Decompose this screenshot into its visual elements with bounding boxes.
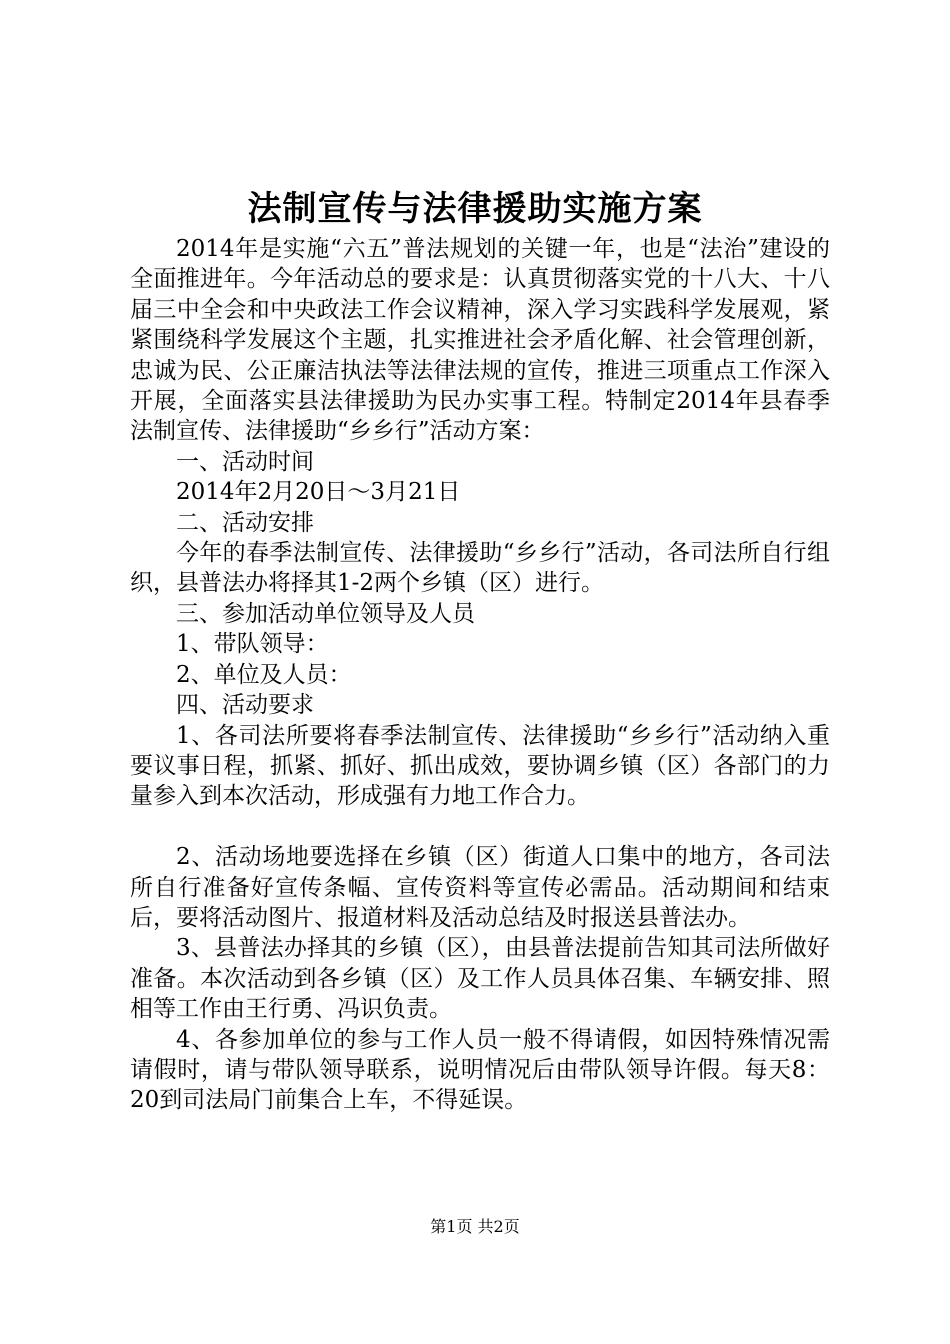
paragraph-activity-date: 2014年2月20日～3月21日 <box>176 479 461 506</box>
page-footer: 第1页 共2页 <box>430 1217 520 1236</box>
document-title: 法制宣传与法律援助实施方案 <box>247 189 703 229</box>
paragraph-intro: 2014年是实施“六五”普法规划的关键一年，也是“法治”建设的全面推进年。今年活动总的要求是：认真贯彻落实党的十八大、十八届三中全会和中央政法工作会议精神，深入学习实践科学发展观，紧紧围绕科学发展这个主题，扎实推进社会矛盾化解、社会管理创新，忠诚为民、公正廉洁执法等法律法规的宣传，推进三项重点工作深入开展，全面落实县法律援助为民办实事工程。特制定2014年县春季法制宣传、法律援助“乡乡行”活动方案： <box>130 236 830 445</box>
item-team-leader: 1、带队领导： <box>176 631 329 658</box>
paragraph-arrangement: 今年的春季法制宣传、法律援助“乡乡行”活动，各司法所自行组织，县普法办将择其1-2两个乡镇（区）进行。 <box>130 540 830 597</box>
heading-activity-time: 一、活动时间 <box>176 448 314 475</box>
document-body <box>130 234 830 1116</box>
requirement-4: 4、各参加单位的参与工作人员一般不得请假，如因特殊情况需请假时，请与带队领导联系，说明情况后由带队领导许假。每天8：20到司法局门前集合上车，不得延误。 <box>130 1026 830 1114</box>
item-units-personnel: 2、单位及人员： <box>176 661 352 688</box>
requirement-3: 3、县普法办择其的乡镇（区），由县普法提前告知其司法所做好准备。本次活动到各乡镇（区）及工作人员具体召集、车辆安排、照相等工作由王行勇、冯识负责。 <box>130 935 830 1023</box>
requirement-1: 1、各司法所要将春季法制宣传、法律援助“乡乡行”活动纳入重要议事日程，抓紧、抓好、抓出成效，要协调乡镇（区）各部门的力量参入到本次活动，形成强有力地工作合力。 <box>130 722 830 810</box>
heading-activity-arrangement: 二、活动安排 <box>176 509 314 536</box>
heading-requirements: 四、活动要求 <box>176 692 314 719</box>
requirement-2: 2、活动场地要选择在乡镇（区）街道人口集中的地方，各司法所自行准备好宣传条幅、宣传资料等宣传必需品。活动期间和结束后，要将活动图片、报道材料及活动总结及时报送县普法办。 <box>130 844 830 931</box>
heading-participants: 三、参加活动单位领导及人员 <box>176 600 475 627</box>
